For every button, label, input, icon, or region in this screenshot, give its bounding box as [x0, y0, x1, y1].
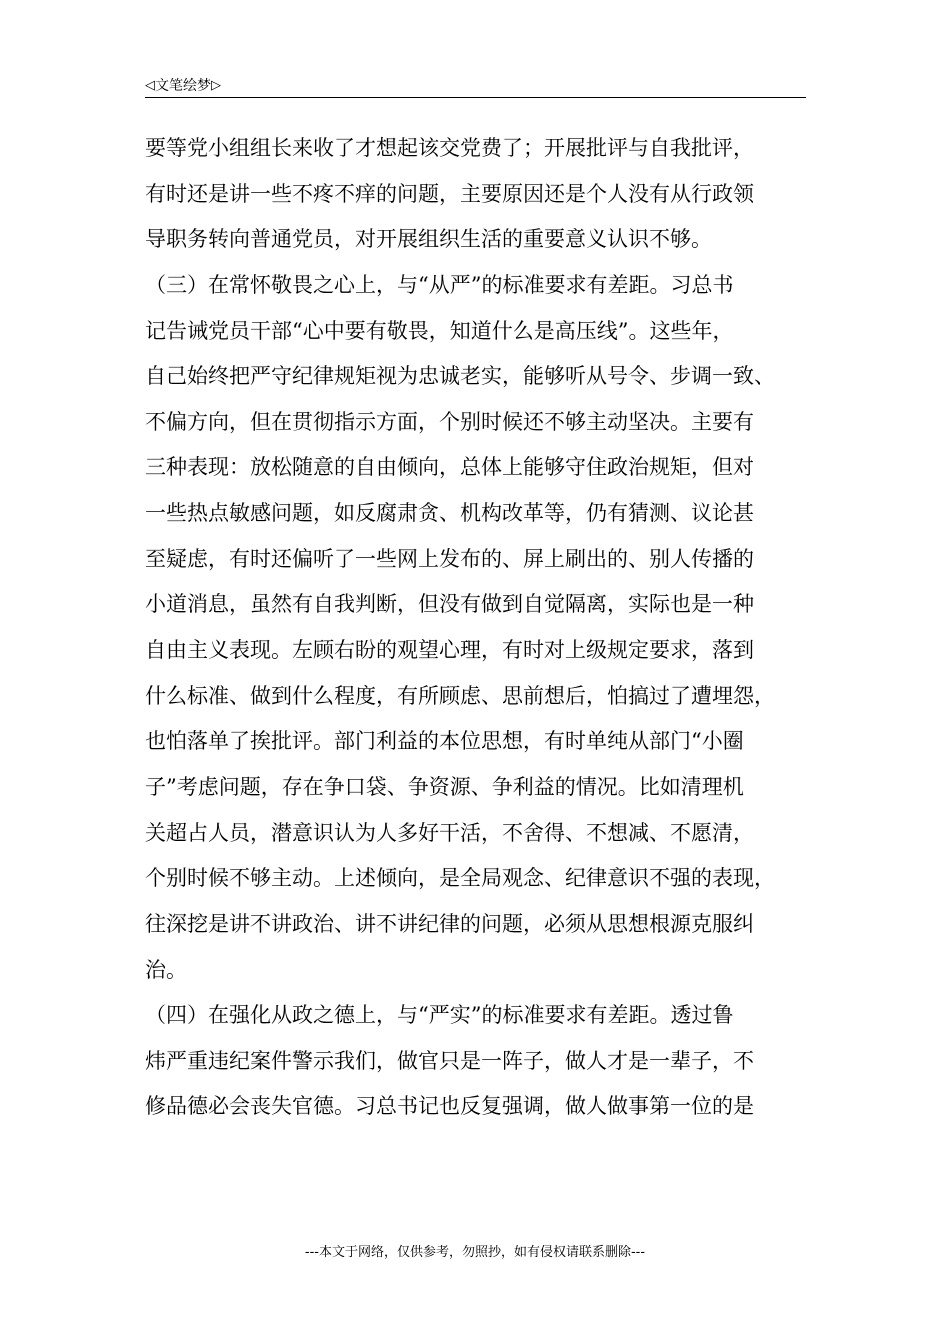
text-line: 修品德必会丧失官德。习总书记也反复强调，做人做事第一位的是: [145, 1094, 754, 1119]
text-line: 炜严重违纪案件警示我们，做官只是一阵子，做人才是一辈子，不: [145, 1048, 754, 1073]
text-line: 往深挖是讲不讲政治、讲不讲纪律的问题，必须从思想根源克服纠: [145, 911, 754, 936]
text-line: 个别时候不够主动。上述倾向，是全局观念、纪律意识不强的表现，: [145, 866, 775, 891]
body-text: [145, 126, 815, 1130]
text-line: 小道消息，虽然有自我判断，但没有做到自觉隔离，实际也是一种: [145, 592, 754, 617]
text-line: 子”考虑问题，存在争口袋、争资源、争利益的情况。比如清理机: [145, 774, 744, 799]
text-line: 至疑虑，有时还偏听了一些网上发布的、屏上刷出的、别人传播的: [145, 546, 754, 571]
text-line: 要等党小组组长来收了才想起该交党费了；开展批评与自我批评，: [145, 136, 754, 160]
text-line: 也怕落单了挨批评。部门利益的本位思想，有时单纯从部门“小圈: [145, 729, 744, 754]
text-line: 什么标准、做到什么程度，有所顾虑、思前想后，怕搞过了遭埋怨，: [145, 683, 775, 708]
page-footer: ---本文于网络，仅供参考，勿照抄，如有侵权请联系删除---: [304, 1245, 646, 1260]
text-line: 一些热点敏感问题，如反腐肃贪、机构改革等，仍有猜测、议论甚: [145, 501, 754, 526]
left-triangle-icon: ◁: [145, 77, 155, 93]
text-line: （三）在常怀敬畏之心上，与“从严”的标准要求有差距。习总书: [145, 272, 734, 297]
header-rule: [145, 97, 806, 98]
text-line: 导职务转向普通党员，对开展组织生活的重要意义认识不够。: [145, 227, 712, 252]
text-line: 自由主义表现。左顾右盼的观望心理，有时对上级规定要求，落到: [145, 638, 754, 663]
text-line: 治。: [145, 957, 187, 982]
text-line: 不偏方向，但在贯彻指示方面，个别时候还不够主动坚决。主要有: [145, 409, 754, 434]
header-title: 文笔绘梦: [155, 78, 211, 94]
text-line: （四）在强化从政之德上，与“严实”的标准要求有差距。透过鲁: [145, 1003, 734, 1028]
text-line: 记告诫党员干部“心中要有敬畏，知道什么是高压线”。这些年，: [145, 318, 734, 343]
text-line: 三种表现：放松随意的自由倾向，总体上能够守住政治规矩，但对: [145, 455, 754, 480]
text-line: 自己始终把严守纪律规矩视为忠诚老实，能够听从号令、步调一致、: [145, 364, 775, 389]
text-line: 关超占人员，潜意识认为人多好干活，不舍得、不想减、不愿清，: [145, 820, 754, 845]
text-line: 有时还是讲一些不疼不痒的问题，主要原因还是个人没有从行政领: [145, 181, 754, 206]
right-triangle-icon: ▷: [211, 77, 221, 93]
page-header: [145, 74, 806, 96]
